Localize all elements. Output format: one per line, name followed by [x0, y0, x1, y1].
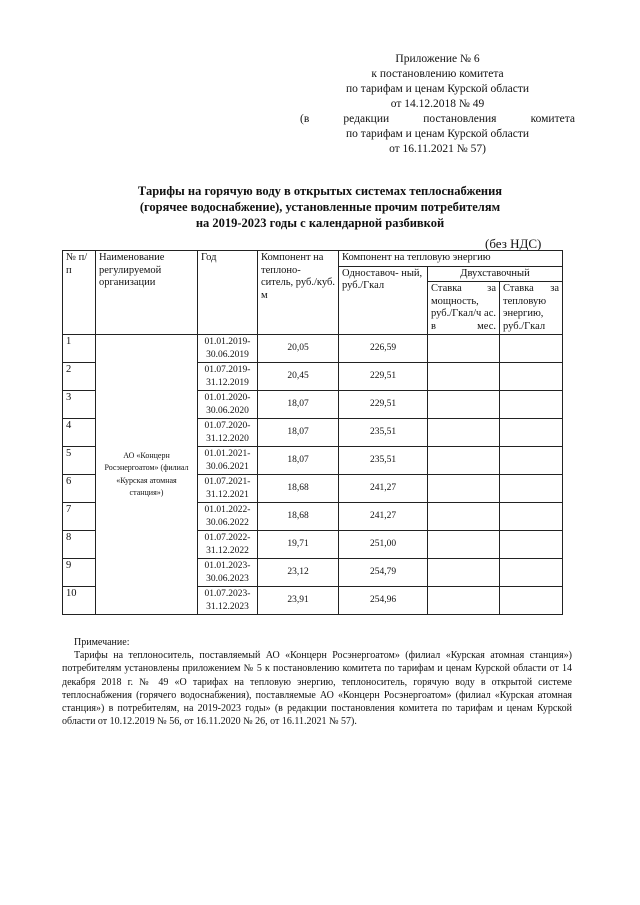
- row-single: 235,51: [339, 419, 428, 447]
- organization-cell: АО «Концерн Росэнергоатом» (филиал «Курская атомная станция»): [96, 335, 198, 615]
- row-thermal: [500, 531, 563, 559]
- row-num: 4: [63, 419, 96, 447]
- row-period: 01.07.2023- 31.12.2023: [198, 587, 258, 615]
- tariff-table: [62, 250, 563, 615]
- note-block: [62, 636, 572, 728]
- note-heading: Примечание:: [74, 637, 130, 648]
- row-period: 01.07.2020- 31.12.2020: [198, 419, 258, 447]
- row-capacity: [428, 531, 500, 559]
- row-carrier: 20,45: [258, 363, 339, 391]
- row-single: 229,51: [339, 391, 428, 419]
- header-energy: Компонент на тепловую энергию: [339, 251, 563, 267]
- appendix-line-3: по тарифам и ценам Курской области: [346, 83, 529, 95]
- row-thermal: [500, 503, 563, 531]
- appendix-line-4: от 14.12.2018 № 49: [390, 98, 485, 110]
- row-num: 3: [63, 391, 96, 419]
- row-single: 226,59: [339, 335, 428, 363]
- header-year: Год: [198, 251, 258, 335]
- header-capacity: Ставка за мощность, руб./Гкал/ч ас. в мес.: [428, 282, 500, 335]
- row-carrier: 19,71: [258, 531, 339, 559]
- appendix-line-2: к постановлению комитета: [371, 68, 504, 80]
- row-thermal: [500, 587, 563, 615]
- table-header-row-1: [63, 251, 563, 267]
- row-num: 2: [63, 363, 96, 391]
- header-thermal: Ставка за тепловую энергию, руб./Гкал: [500, 282, 563, 335]
- row-period: 01.01.2020- 30.06.2020: [198, 391, 258, 419]
- header-double: Двухставочный: [428, 266, 563, 282]
- row-carrier: 18,07: [258, 447, 339, 475]
- row-period: 01.01.2023- 30.06.2023: [198, 559, 258, 587]
- row-single: 241,27: [339, 475, 428, 503]
- row-period: 01.07.2019- 31.12.2019: [198, 363, 258, 391]
- header-carrier: Компонент на теплоно- ситель, руб./куб. м: [258, 251, 339, 335]
- title-line-3: на 2019-2023 годы с календарной разбивкой: [195, 216, 445, 230]
- table-row: [63, 335, 563, 363]
- row-capacity: [428, 587, 500, 615]
- row-carrier: 18,68: [258, 503, 339, 531]
- row-thermal: [500, 335, 563, 363]
- row-period: 01.01.2019- 30.06.2019: [198, 335, 258, 363]
- row-capacity: [428, 503, 500, 531]
- row-capacity: [428, 419, 500, 447]
- row-period: 01.01.2022- 30.06.2022: [198, 503, 258, 531]
- row-single: 254,79: [339, 559, 428, 587]
- row-thermal: [500, 419, 563, 447]
- row-num: 10: [63, 587, 96, 615]
- row-capacity: [428, 391, 500, 419]
- header-org: Наименование регулируемой организации: [96, 251, 198, 335]
- row-capacity: [428, 335, 500, 363]
- table-body: [63, 335, 563, 615]
- row-num: 1: [63, 335, 96, 363]
- row-thermal: [500, 391, 563, 419]
- appendix-line-6: по тарифам и ценам Курской области: [346, 128, 529, 140]
- row-single: 235,51: [339, 447, 428, 475]
- title-line-2: (горячее водоснабжение), установленные прочим потребителям: [139, 200, 501, 214]
- row-carrier: 18,68: [258, 475, 339, 503]
- row-carrier: 18,07: [258, 419, 339, 447]
- row-carrier: 20,05: [258, 335, 339, 363]
- appendix-line-1: Приложение № 6: [395, 53, 480, 65]
- row-num: 7: [63, 503, 96, 531]
- appendix-line-7: от 16.11.2021 № 57): [389, 143, 486, 155]
- row-period: 01.01.2021- 30.06.2021: [198, 447, 258, 475]
- row-capacity: [428, 447, 500, 475]
- appendix-line-5: (в редакции постановления комитета: [300, 113, 575, 125]
- row-num: 8: [63, 531, 96, 559]
- row-period: 01.07.2021- 31.12.2021: [198, 475, 258, 503]
- row-carrier: 23,91: [258, 587, 339, 615]
- row-thermal: [500, 559, 563, 587]
- row-single: 229,51: [339, 363, 428, 391]
- header-single: Одноставоч- ный, руб./Гкал: [339, 266, 428, 335]
- row-capacity: [428, 363, 500, 391]
- row-single: 254,96: [339, 587, 428, 615]
- row-single: 251,00: [339, 531, 428, 559]
- header-num: № п/п: [63, 251, 96, 335]
- row-period: 01.07.2022- 31.12.2022: [198, 531, 258, 559]
- appendix-block: [300, 52, 575, 157]
- row-num: 6: [63, 475, 96, 503]
- document-title: [60, 183, 580, 231]
- row-carrier: 23,12: [258, 559, 339, 587]
- row-carrier: 18,07: [258, 391, 339, 419]
- row-num: 9: [63, 559, 96, 587]
- row-thermal: [500, 475, 563, 503]
- row-thermal: [500, 447, 563, 475]
- note-text: Тарифы на теплоноситель, поставляемый АО «Концерн Росэнергоатом» (филиал «Курская атомная станция») потребителям установлены приложением № 5 к постановлению комитета по тарифам и ценам Курской области от 14 декабря 2018 г. № 49 «О тарифах на тепловую энергию, теплоноситель, горячую воду в открытой системе теплоснабжения (горячего водоснабжения), поставляемые АО «Концерн Росэнергоатом» (филиал «Курская атомная станция») в потребителям, на 2019-2023 годы» (в редакции постановления комитета по тарифам и ценам Курской области от 10.12.2019 № 56, от 16.11.2020 № 26, от 16.11.2021 № 57).: [62, 650, 572, 728]
- row-single: 241,27: [339, 503, 428, 531]
- vat-note: (без НДС): [485, 236, 542, 251]
- title-line-1: Тарифы на горячую воду в открытых системах теплоснабжения: [137, 184, 503, 198]
- row-capacity: [428, 475, 500, 503]
- row-thermal: [500, 363, 563, 391]
- row-num: 5: [63, 447, 96, 475]
- row-capacity: [428, 559, 500, 587]
